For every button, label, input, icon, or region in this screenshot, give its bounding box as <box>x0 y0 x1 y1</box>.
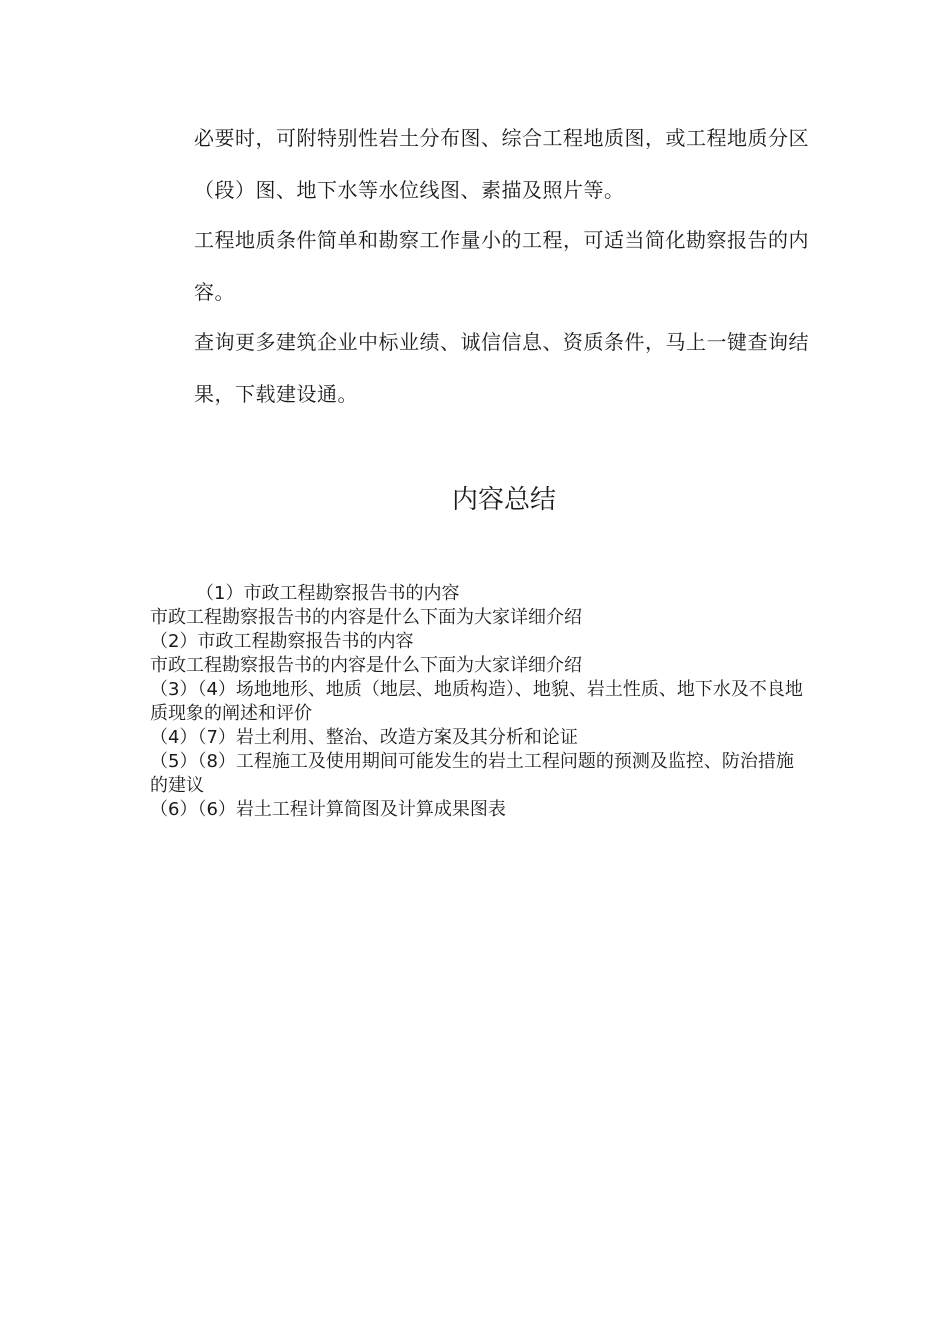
paragraph-simplify: 工程地质条件简单和勘察工作量小的工程，可适当简化勘察报告的内容。 <box>194 228 809 304</box>
summary-line: （3）（4）场地地形、地质（地层、地质构造）、地貌、岩土性质、地下水及不良地质现象的阐述和评价 <box>150 679 803 724</box>
summary-line: （5）（8）工程施工及使用期间可能发生的岩土工程问题的预测及监控、防治措施的建议 <box>150 751 794 796</box>
summary-list <box>150 582 810 822</box>
summary-line: 市政工程勘察报告书的内容是什么下面为大家详细介绍 <box>150 655 582 676</box>
summary-line: （1）市政工程勘察报告书的内容 <box>196 583 460 604</box>
paragraph-promo: 查询更多建筑企业中标业绩、诚信信息、资质条件，马上一键查询结果，下载建设通。 <box>194 330 809 406</box>
paragraph-appendix: 必要时，可附特别性岩土分布图、综合工程地质图，或工程地质分区（段）图、地下水等水位线图、素描及照片等。 <box>194 126 809 202</box>
summary-title: 内容总结 <box>451 485 556 515</box>
summary-line: 市政工程勘察报告书的内容是什么下面为大家详细介绍 <box>150 607 582 628</box>
summary-line: （6）（6）岩土工程计算简图及计算成果图表 <box>150 799 506 820</box>
summary-line: （4）（7）岩土利用、整治、改造方案及其分析和论证 <box>150 727 578 748</box>
summary-line: （2）市政工程勘察报告书的内容 <box>150 631 414 652</box>
